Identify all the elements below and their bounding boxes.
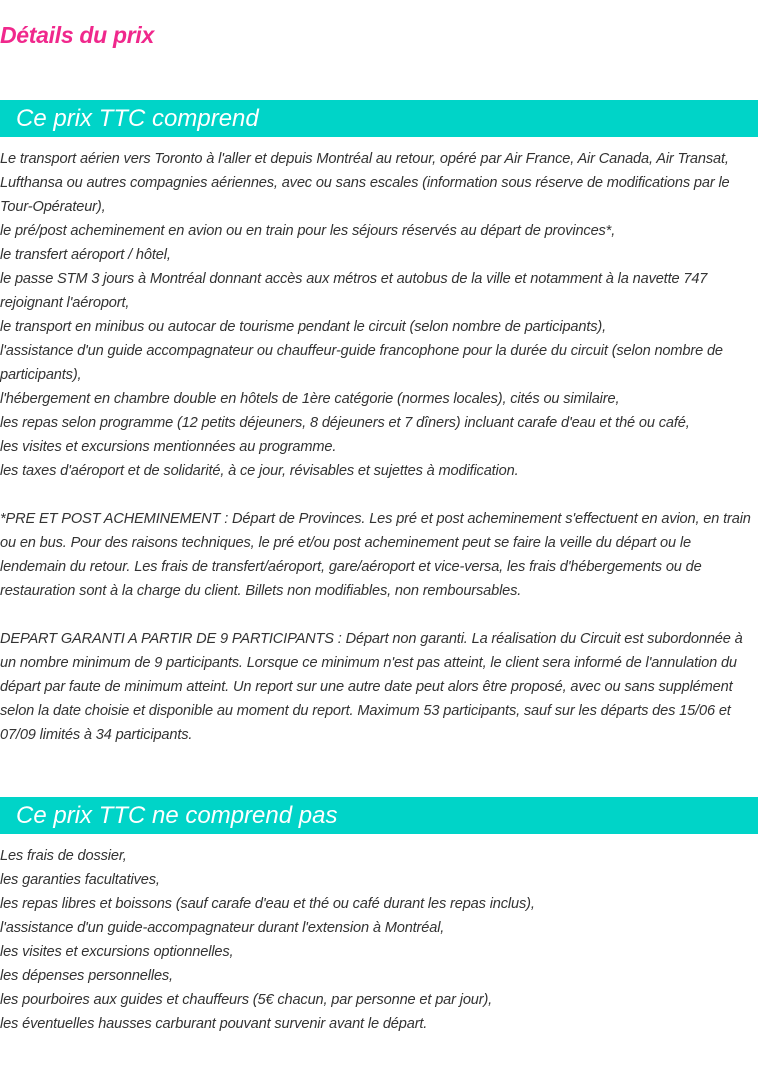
excludes-list bbox=[0, 844, 756, 1036]
list-item: le passe STM 3 jours à Montréal donnant accès aux métros et autobus de la ville et notamment à la navette 747 rejoignant l'aéroport, bbox=[0, 271, 708, 311]
list-item: l'hébergement en chambre double en hôtels de 1ère catégorie (normes locales), cités ou similaire, bbox=[0, 391, 620, 407]
list-item: les repas libres et boissons (sauf carafe d'eau et thé ou café durant les repas inclus), bbox=[0, 896, 535, 912]
list-item: les visites et excursions optionnelles, bbox=[0, 944, 234, 960]
list-item: les garanties facultatives, bbox=[0, 872, 160, 888]
excludes-heading: Ce prix TTC ne comprend pas bbox=[16, 802, 338, 829]
list-item: les taxes d'aéroport et de solidarité, à ce jour, révisables et sujettes à modification. bbox=[0, 463, 519, 479]
list-item: les visites et excursions mentionnées au programme. bbox=[0, 439, 337, 455]
spacer bbox=[0, 483, 756, 507]
list-item: Le transport aérien vers Toronto à l'aller et depuis Montréal au retour, opéré par Air France, Air Canada, Air Transat, Lufthansa ou autres compagnies aériennes, avec ou sans escales (information sous réserve de modifications par le Tour-Opérateur), bbox=[0, 151, 730, 215]
includes-list bbox=[0, 147, 756, 747]
list-item: l'assistance d'un guide accompagnateur ou chauffeur-guide francophone pour la durée du circuit (selon nombre de participants), bbox=[0, 343, 723, 383]
page-title: Détails du prix bbox=[0, 22, 154, 48]
list-item: les dépenses personnelles, bbox=[0, 968, 173, 984]
list-item: le transport en minibus ou autocar de tourisme pendant le circuit (selon nombre de participants), bbox=[0, 319, 607, 335]
list-item: les repas selon programme (12 petits déjeuners, 8 déjeuners et 7 dîners) incluant carafe d'eau et thé ou café, bbox=[0, 415, 690, 431]
list-item: Les frais de dossier, bbox=[0, 848, 127, 864]
acheminement-note: *PRE ET POST ACHEMINEMENT : Départ de Provinces. Les pré et post acheminement s'effectuent en avion, en train ou en bus. Pour des raisons techniques, le pré et/ou post acheminement peut se faire la veille du départ ou le lendemain du retour. Les frais de transfert/aéroport, gare/aéroport et vice-versa, les frais d'hébergements ou de restauration sont à la charge du client. Billets non modifiables, non remboursables. bbox=[0, 511, 751, 599]
depart-garanti-note: DEPART GARANTI A PARTIR DE 9 PARTICIPANTS : Départ non garanti. La réalisation du Circuit est subordonnée à un nombre minimum de 9 participants. Lorsque ce minimum n'est pas atteint, le client sera informé de l'annulation du départ par faute de minimum atteint. Un report sur une autre date peut alors être proposé, avec ou sans supplément selon la date choisie et disponible au moment du report. Maximum 53 participants, sauf sur les départs des 15/06 et 07/09 limités à 34 participants. bbox=[0, 631, 743, 743]
includes-heading: Ce prix TTC comprend bbox=[16, 105, 259, 132]
excludes-header bbox=[0, 797, 758, 834]
list-item: l'assistance d'un guide-accompagnateur durant l'extension à Montréal, bbox=[0, 920, 445, 936]
list-item: les pourboires aux guides et chauffeurs (5€ chacun, par personne et par jour), bbox=[0, 992, 493, 1008]
list-item: les éventuelles hausses carburant pouvant survenir avant le départ. bbox=[0, 1016, 428, 1032]
includes-header bbox=[0, 100, 758, 137]
spacer bbox=[0, 603, 756, 627]
list-item: le transfert aéroport / hôtel, bbox=[0, 247, 171, 263]
list-item: le pré/post acheminement en avion ou en train pour les séjours réservés au départ de provinces*, bbox=[0, 223, 616, 239]
